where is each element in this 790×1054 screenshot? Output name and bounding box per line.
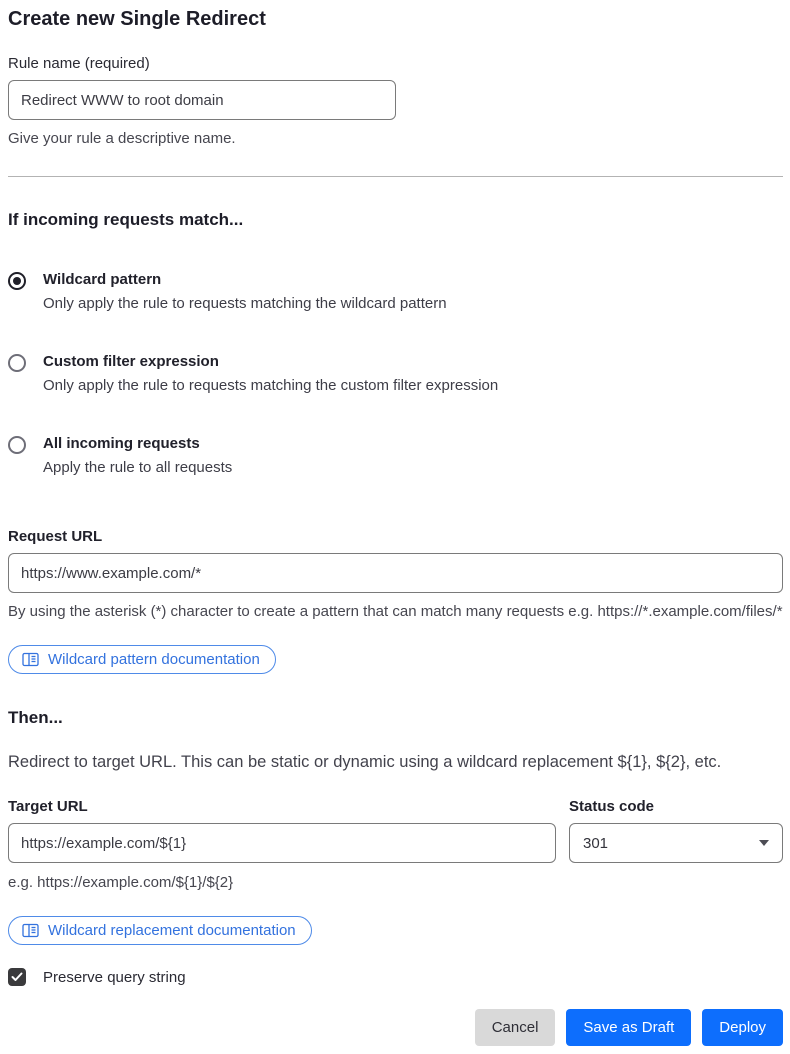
book-icon (22, 652, 39, 667)
wildcard-pattern-docs-button[interactable] (8, 645, 276, 674)
cancel-button[interactable]: Cancel (475, 1009, 556, 1046)
preserve-query-string-label: Preserve query string (43, 968, 186, 986)
radio-option-label: All incoming requests (43, 435, 200, 452)
target-url-label: Target URL (8, 798, 88, 815)
save-as-draft-button[interactable]: Save as Draft (566, 1009, 691, 1046)
checkbox-icon[interactable] (8, 968, 26, 986)
deploy-button[interactable]: Deploy (702, 1009, 783, 1046)
radio-button-icon[interactable] (8, 436, 26, 454)
target-status-row (8, 798, 783, 863)
target-url-help: e.g. https://example.com/${1}/${2} (8, 874, 234, 891)
status-code-label: Status code (569, 798, 655, 815)
doc-button-label: Wildcard pattern documentation (48, 651, 260, 668)
radio-option-description: Only apply the rule to requests matching the custom filter expression (43, 377, 499, 394)
then-section-description: Redirect to target URL. This can be static or dynamic using a wildcard replacement ${1}, ${2}, etc. (8, 753, 722, 771)
target-url-input[interactable] (8, 823, 556, 863)
rule-name-help: Give your rule a descriptive name. (8, 130, 236, 147)
status-code-select[interactable] (569, 823, 783, 863)
page-title: Create new Single Redirect (8, 8, 266, 30)
wildcard-replacement-docs-button[interactable] (8, 916, 312, 945)
section-divider (8, 176, 783, 177)
request-url-input[interactable] (8, 553, 783, 593)
request-url-label: Request URL (8, 528, 103, 545)
radio-option-0[interactable] (8, 271, 783, 312)
rule-name-label: Rule name (required) (8, 55, 150, 72)
doc-button-label: Wildcard replacement documentation (48, 922, 296, 939)
match-section-heading: If incoming requests match... (8, 210, 244, 229)
radio-button-icon[interactable] (8, 272, 26, 290)
radio-option-label: Custom filter expression (43, 353, 219, 370)
rule-name-input[interactable] (8, 80, 396, 120)
request-url-help: By using the asterisk (*) character to create a pattern that can match many requests e.g. https://*.example.com/files/* (8, 603, 783, 620)
radio-option-1[interactable] (8, 353, 783, 394)
radio-option-description: Only apply the rule to requests matching the wildcard pattern (43, 295, 447, 312)
book-icon (22, 923, 39, 938)
status-code-value: 301 (583, 834, 609, 852)
radio-option-description: Apply the rule to all requests (43, 459, 233, 476)
radio-button-icon[interactable] (8, 354, 26, 372)
radio-option-label: Wildcard pattern (43, 271, 162, 288)
chevron-down-icon (759, 840, 769, 846)
form-actions (8, 1009, 783, 1046)
preserve-query-string-row[interactable] (8, 968, 783, 986)
then-section-heading: Then... (8, 708, 63, 727)
radio-option-2[interactable] (8, 435, 783, 476)
